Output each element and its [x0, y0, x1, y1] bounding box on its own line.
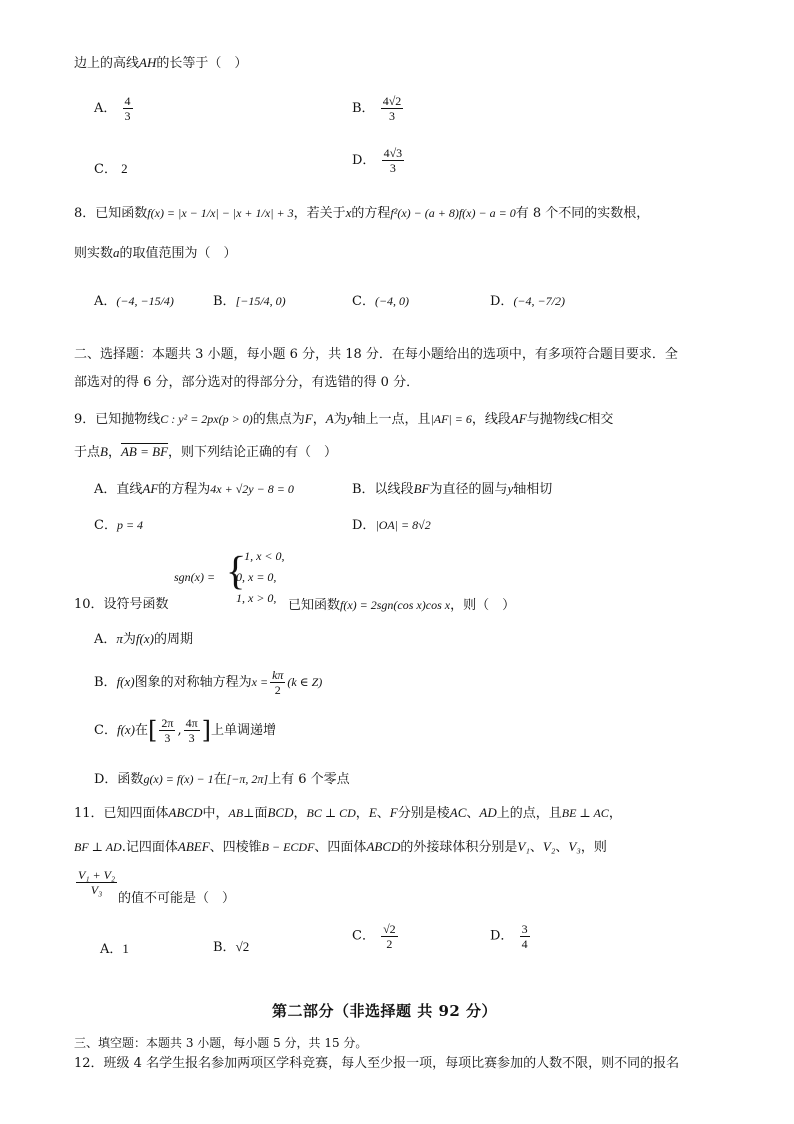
- q9-eq: 4x + √2y − 8 = 0: [210, 482, 294, 496]
- fraction: $\frac{2\pi}{3}$: [161, 716, 174, 745]
- q9-text: 轴上一点，且: [352, 412, 431, 427]
- option-value: (−4, −7/2): [513, 294, 565, 308]
- q9-var: |AF| = 6: [430, 412, 472, 426]
- q11-line2: [74, 838, 607, 857]
- q11-text: ，: [608, 806, 622, 821]
- q8-var: x: [345, 205, 352, 220]
- q11-line3: [74, 868, 119, 897]
- option-letter: B．: [94, 675, 117, 690]
- option-letter: A．直线: [94, 482, 143, 497]
- option-letter: B．: [352, 101, 375, 116]
- q10-var: f(x): [135, 631, 154, 646]
- fraction: $\frac{4\pi}{3}$: [185, 716, 198, 745]
- q9-option-d[interactable]: [352, 516, 431, 535]
- q9-option-b[interactable]: [352, 480, 552, 499]
- q10-text: 在: [213, 772, 227, 787]
- q10-line1-left: 10．设符号函数: [74, 597, 169, 612]
- q9-curve: C : y² = 2px(p > 0): [160, 412, 253, 426]
- fraction: $\frac{4√3}{3}$: [383, 146, 403, 175]
- q11-text: 分别是棱: [397, 806, 450, 821]
- q10-option-d[interactable]: [94, 770, 350, 789]
- q11-var: F: [389, 805, 398, 820]
- q9-text: ，: [107, 445, 121, 460]
- q9-text: 为直径的圆与: [429, 482, 508, 497]
- option-value: 2: [121, 161, 128, 176]
- q8-number: 8．已知函数: [74, 206, 148, 221]
- q9-var: B: [100, 444, 108, 459]
- q8-option-d[interactable]: [490, 292, 565, 311]
- q11-text: 、四棱锥: [209, 840, 262, 855]
- q11-var: BE ⊥ AC: [561, 806, 609, 820]
- q11-text: 、四面体: [314, 840, 367, 855]
- option-letter: C．: [352, 294, 375, 309]
- bracket-left: [: [148, 716, 158, 745]
- option-value: (−4, −15/4): [116, 294, 174, 308]
- q11-text: 上的点，且: [496, 806, 562, 821]
- q12-line1: 12．班级 4 名学生报名参加两项区学科竞赛，每人至少报一项，每项比赛参加的人数不限，则不同的报名: [74, 1056, 680, 1071]
- q10-eq: [−π, 2π]: [226, 772, 269, 786]
- q11-var: ABCD: [366, 839, 401, 854]
- q10-text: 上有 6 个零点: [268, 772, 350, 787]
- q9-option-a[interactable]: [94, 480, 294, 499]
- fraction: $\frac{4}{3}$: [124, 94, 131, 123]
- bracket-right: ]: [201, 716, 212, 745]
- fraction: $\frac{√2}{2}$: [383, 922, 396, 951]
- q10-text: ，则（ ）: [450, 598, 516, 613]
- q7-option-b[interactable]: [352, 94, 405, 123]
- q8-option-c[interactable]: [352, 292, 409, 311]
- q8-option-a[interactable]: [94, 292, 174, 311]
- q10-func: f(x) = 2sgn(cos x)cos x: [340, 598, 451, 612]
- q8-text: 的方程: [351, 206, 391, 221]
- q9-var: BF: [413, 481, 430, 496]
- q11-var: AB⊥: [228, 806, 255, 820]
- q11-text: ，: [293, 806, 307, 821]
- option-letter: C．: [94, 162, 117, 177]
- q10-case2: 0, x = 0,: [236, 570, 277, 584]
- option-letter: D．: [352, 518, 376, 533]
- option-letter: D．: [490, 928, 514, 944]
- q10-option-a[interactable]: [94, 630, 193, 649]
- option-letter: B．: [213, 940, 236, 955]
- q8-text: 的取值范围为（ ）: [119, 246, 237, 261]
- option-value: (−4, 0): [374, 294, 410, 308]
- q9-line2: [74, 443, 337, 462]
- q11-var: V₁: [517, 839, 530, 854]
- q8-text: 有 8 个不同的实数根，: [515, 206, 650, 221]
- q11-line3-tail: 的值不可能是（ ）: [118, 891, 236, 906]
- q10-brace: {: [226, 548, 246, 593]
- q11-var: ABEF: [177, 839, 210, 854]
- q9-var: C: [578, 411, 588, 426]
- fraction: $\frac{4√2}{3}$: [382, 94, 402, 123]
- q10-sgn: sgn(x) =: [174, 570, 216, 584]
- q11-text: 、: [466, 806, 480, 821]
- q11-text: 、: [555, 840, 569, 855]
- q11-text: 面: [254, 806, 268, 821]
- q10-text: 的周期: [153, 632, 193, 647]
- q9-text: ，线段: [471, 412, 511, 427]
- q11-var: E: [368, 805, 377, 820]
- q10-line1-right: [288, 596, 515, 615]
- q10-var: f(x): [116, 722, 135, 737]
- q11-var: AD: [479, 805, 497, 820]
- q11-text: 11．已知四面体: [74, 806, 169, 821]
- q10-eq: g(x) = f(x) − 1: [143, 772, 214, 786]
- q11-line1: [74, 804, 622, 823]
- q9-var: AF: [142, 481, 159, 496]
- option-letter: C．: [94, 518, 117, 533]
- q9-text: 的方程为: [158, 482, 211, 497]
- q7-stem-var: AH: [139, 55, 157, 70]
- q9-text: 9．已知抛物线: [74, 412, 161, 427]
- q7-option-d[interactable]: [352, 146, 406, 175]
- q9-text: ，则下列结论正确的有（ ）: [168, 445, 338, 460]
- q11-option-c[interactable]: [352, 922, 400, 951]
- option-letter: C．: [94, 723, 117, 738]
- q9-var: A: [325, 411, 334, 426]
- q11-text: 、: [529, 840, 543, 855]
- q8-line1: [74, 204, 649, 223]
- option-letter: B．以线段: [352, 482, 414, 497]
- q9-line1: [74, 410, 613, 429]
- q7-option-a[interactable]: [94, 94, 135, 123]
- q9-var: y: [346, 411, 353, 426]
- q8-text: 则实数: [74, 246, 114, 261]
- q10-text: 在: [135, 723, 149, 738]
- q8-option-b[interactable]: [213, 292, 286, 311]
- q9-option-c[interactable]: [94, 516, 143, 535]
- q11-text: 、: [376, 806, 390, 821]
- q11-var: V₂: [542, 839, 556, 854]
- q7-stem: [74, 54, 247, 73]
- q11-var: B − ECDF: [261, 840, 315, 854]
- q10-text: 为: [122, 632, 136, 647]
- q9-var: y: [507, 481, 514, 496]
- q9-text: ，: [312, 412, 326, 427]
- fraction: $\frac{k\pi}{2}$: [272, 668, 284, 697]
- q11-option-b[interactable]: [213, 938, 249, 957]
- option-letter: D．函数: [94, 772, 144, 787]
- q11-var: AC: [449, 805, 467, 820]
- section2-line1: 二、选择题：本题共 3 小题，每小题 6 分，共 18 分．在每小题给出的选项中，有多项符合题目要求．全: [74, 347, 678, 362]
- q11-text: 的外接球体积分别是: [400, 840, 518, 855]
- q8-equation: f²(x) − (a + 8)f(x) − a = 0: [390, 206, 516, 220]
- q10-case3: 1, x > 0,: [236, 591, 277, 605]
- q11-text: ，则: [580, 840, 607, 855]
- q10-option-b[interactable]: [94, 668, 322, 697]
- option-letter: A．: [94, 101, 117, 116]
- q9-var: F: [304, 411, 313, 426]
- part2-title: 第二部分（非选择题 共 92 分）: [272, 1002, 498, 1020]
- q11-var: V₃: [568, 839, 581, 854]
- option-letter: C．: [352, 928, 375, 944]
- q7-stem-prefix: 边上的高线: [74, 56, 140, 71]
- q11-option-d[interactable]: [490, 922, 532, 951]
- section2-line2: 部选对的得 6 分，部分选对的得部分分，有选错的得 0 分．: [74, 375, 420, 390]
- q8-text: ，若关于: [293, 206, 346, 221]
- option-value: 1: [122, 941, 129, 956]
- option-value: √2: [235, 939, 250, 954]
- q11-var: BCD: [267, 805, 294, 820]
- q9-eq: p = 4: [116, 518, 144, 532]
- fraction: $\frac{3}{4}$: [521, 922, 528, 951]
- q11-text: .记四面体: [121, 840, 178, 855]
- q8-line2: [74, 244, 237, 263]
- q9-vector-eq: AB = BF: [120, 444, 169, 459]
- option-letter: D．: [352, 153, 376, 168]
- q9-text: 相交: [587, 412, 614, 427]
- q9-text: 与抛物线: [526, 412, 579, 427]
- q11-var: BC ⊥ CD: [306, 806, 356, 820]
- q8-var-a: a: [113, 245, 120, 260]
- q9-var: AF: [510, 411, 527, 426]
- q10-text: 上单调递增: [211, 723, 277, 738]
- q10-text: 已知函数: [288, 598, 341, 613]
- q9-eq: |OA| = 8√2: [375, 518, 431, 532]
- option-letter: A．: [94, 632, 117, 647]
- q11-text: ，: [355, 806, 369, 821]
- q9-text: 的焦点为: [252, 412, 305, 427]
- option-letter: A．: [94, 294, 117, 309]
- option-letter: B．: [213, 294, 236, 309]
- q10-text: 图象的对称轴方程为: [134, 675, 252, 690]
- q10-case1: −1, x < 0,: [236, 549, 285, 563]
- ratio-fraction: $\frac{\text{V₁ + V₂}}{\text{V₃}}$: [78, 868, 116, 897]
- q8-function: f(x) = |x − 1/x| − |x + 1/x| + 3: [147, 206, 294, 220]
- q10-eq: x =: [251, 675, 269, 689]
- q7-option-c[interactable]: [94, 160, 128, 179]
- q7-stem-suffix: 的长等于（ ）: [156, 56, 248, 71]
- q11-var: BF ⊥ AD: [74, 840, 122, 854]
- q10-var: f(x): [116, 674, 135, 689]
- q10-eq: (k ∈ Z): [287, 675, 323, 689]
- q9-text: 轴相切: [513, 482, 553, 497]
- q9-text: 于点: [74, 445, 101, 460]
- q11-text: 中，: [202, 806, 229, 821]
- section3-line1: 三、填空题：本题共 3 小题，每小题 5 分，共 15 分。: [74, 1036, 368, 1050]
- q11-var: ABCD: [168, 805, 203, 820]
- option-letter: A．: [100, 942, 123, 957]
- option-value: [−15/4, 0): [235, 294, 286, 308]
- q9-text: 为: [333, 412, 347, 427]
- q10-option-c[interactable]: C．f(x)在[ $\frac{2\pi}{3}$ , $\frac{4\pi}{3}$ ]上单调递增: [94, 716, 277, 745]
- q11-option-a[interactable]: [100, 940, 129, 959]
- q10-var: π: [116, 631, 123, 646]
- option-letter: D．: [490, 294, 514, 309]
